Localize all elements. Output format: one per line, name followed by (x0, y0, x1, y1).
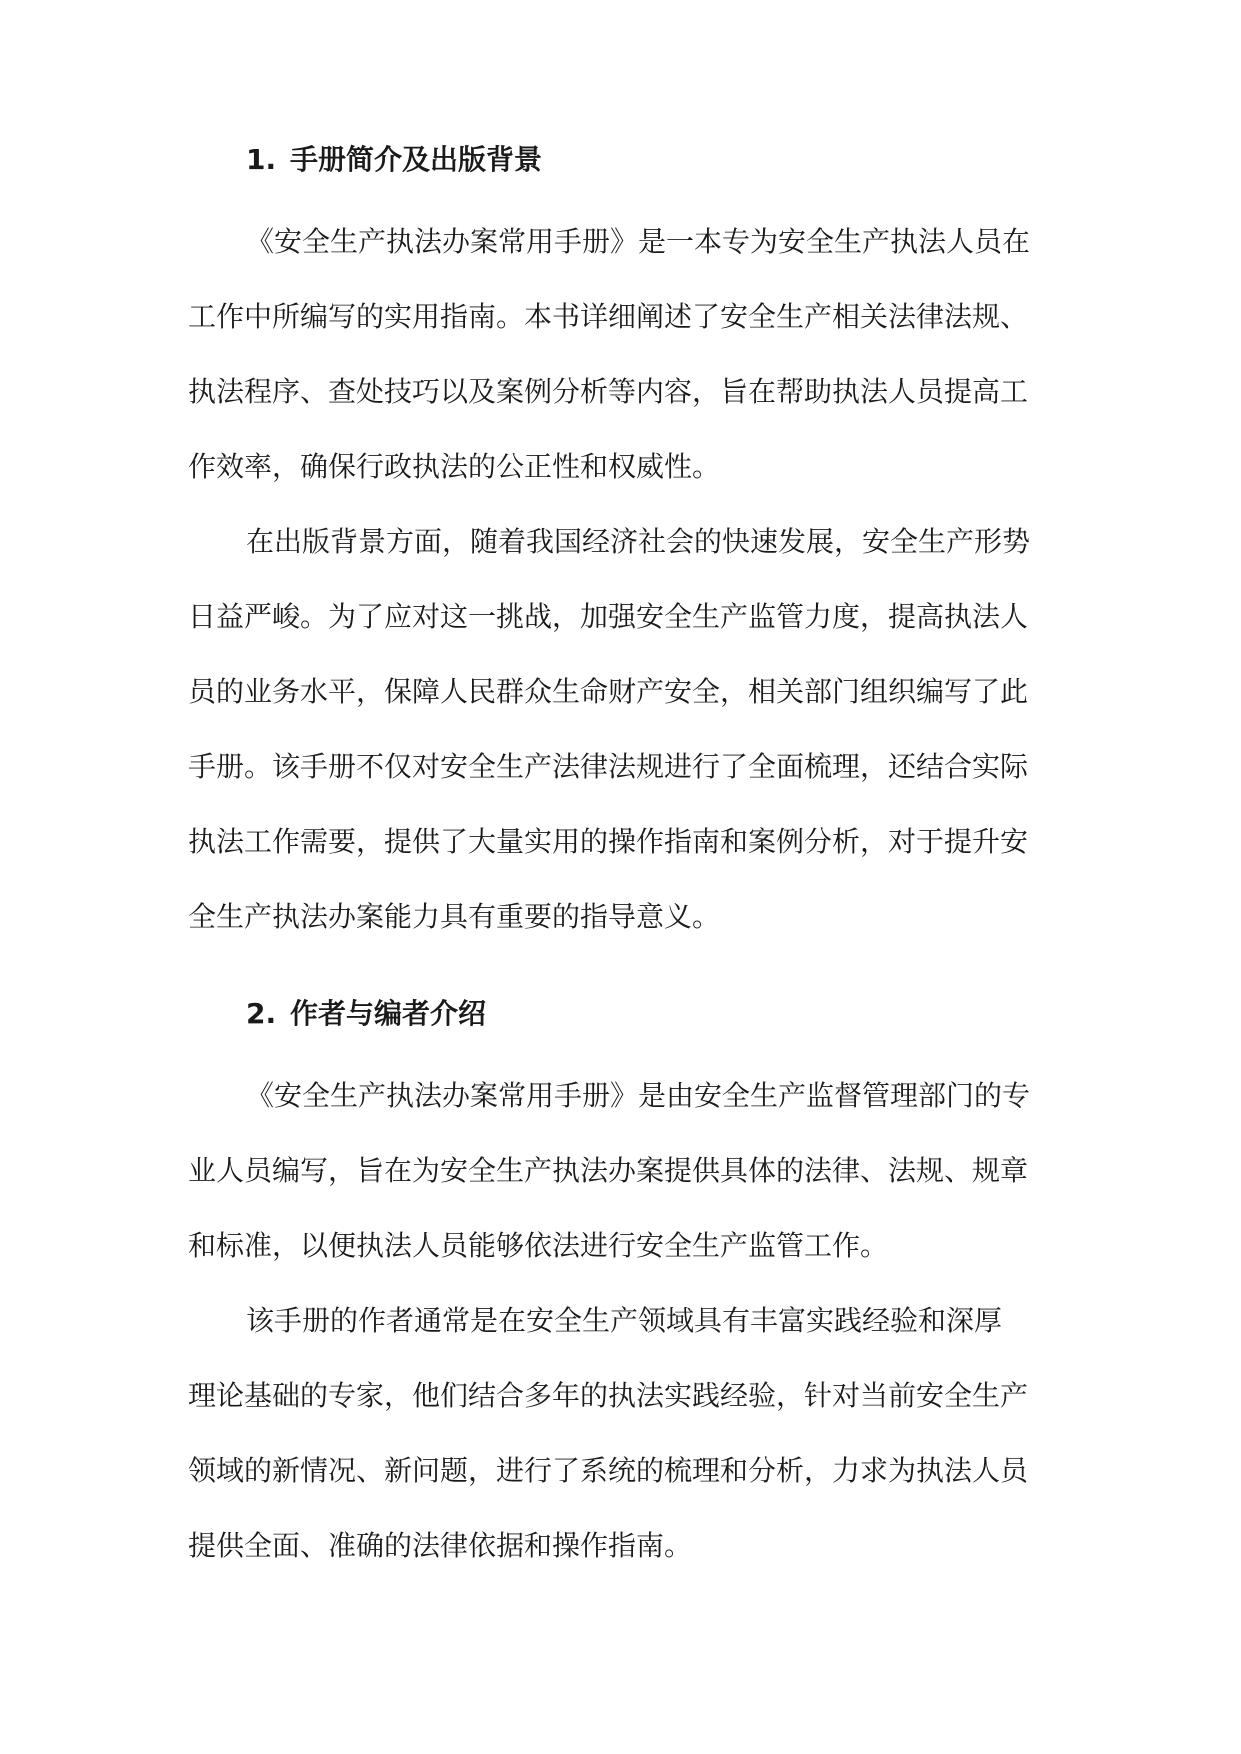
section-spacer (188, 954, 1068, 994)
paragraph-line: 员的业务水平，保障人民群众生命财产安全，相关部门组织编写了此 (188, 675, 1029, 708)
paragraph-line: 《安全生产执法办案常用手册》是一本专为安全生产执法人员在 (246, 225, 1031, 258)
paragraph-line: 全生产执法办案能力具有重要的指导意义。 (188, 900, 721, 933)
section-title: 作者与编者介绍 (290, 997, 487, 1030)
paragraph-line: 提供全面、准确的法律依据和操作指南。 (188, 1529, 693, 1562)
document-body (188, 140, 1068, 1583)
paragraph-line: 在出版背景方面，随着我国经济社会的快速发展，安全生产形势 (246, 525, 1031, 558)
paragraph (188, 1283, 1068, 1583)
paragraph-line: 日益严峻。为了应对这一挑战，加强安全生产监管力度，提高执法人 (188, 600, 1029, 633)
paragraph-line: 和标准，以便执法人员能够依法进行安全生产监管工作。 (188, 1229, 889, 1262)
section-number: 2. (246, 997, 277, 1030)
section-heading (246, 994, 1068, 1034)
paragraph-line: 执法工作需要，提供了大量实用的操作指南和案例分析，对于提升安 (188, 825, 1029, 858)
paragraph-line: 理论基础的专家，他们结合多年的执法实践经验，针对当前安全生产 (188, 1379, 1029, 1412)
paragraph (188, 504, 1068, 954)
paragraph-line: 执法程序、查处技巧以及案例分析等内容，旨在帮助执法人员提高工 (188, 375, 1029, 408)
paragraph-line: 手册。该手册不仅对安全生产法律法规进行了全面梳理，还结合实际 (188, 750, 1029, 783)
paragraph-line: 《安全生产执法办案常用手册》是由安全生产监督管理部门的专 (246, 1079, 1031, 1112)
paragraph (188, 1058, 1068, 1283)
paragraph-line: 工作中所编写的实用指南。本书详细阐述了安全生产相关法律法规、 (188, 300, 1029, 333)
paragraph (188, 204, 1068, 504)
paragraph-line: 领域的新情况、新问题，进行了系统的梳理和分析，力求为执法人员 (188, 1454, 1029, 1487)
section-number: 1. (246, 143, 277, 176)
paragraph-line: 该手册的作者通常是在安全生产领域具有丰富实践经验和深厚 (246, 1304, 1003, 1337)
paragraph-line: 业人员编写，旨在为安全生产执法办案提供具体的法律、法规、规章 (188, 1154, 1029, 1187)
paragraph-line: 作效率，确保行政执法的公正性和权威性。 (188, 450, 721, 483)
section-title: 手册简介及出版背景 (290, 143, 543, 176)
section-heading (246, 140, 1068, 180)
